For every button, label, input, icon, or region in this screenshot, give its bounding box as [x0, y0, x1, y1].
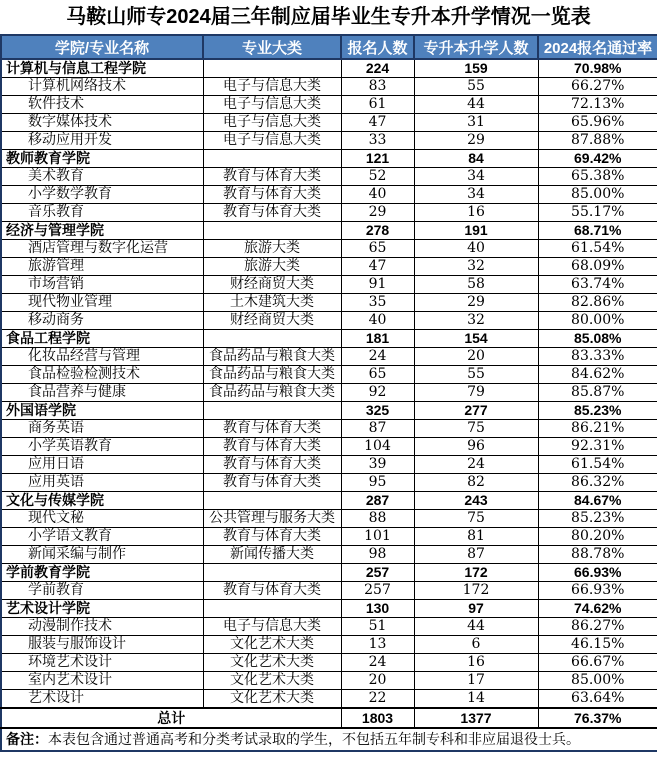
rate-cell: 88.78%: [538, 546, 657, 564]
name-cell: 现代文秘: [1, 510, 203, 528]
name-cell: 数字媒体技术: [1, 114, 203, 132]
applicants-cell: 47: [341, 114, 414, 132]
category-cell: [203, 150, 341, 168]
name-cell: 美术教育: [1, 168, 203, 186]
applicants-cell: 87: [341, 420, 414, 438]
admitted-cell: 154: [414, 330, 538, 348]
category-cell: [203, 600, 341, 618]
total-applicants: 1803: [341, 708, 414, 728]
applicants-cell: 92: [341, 384, 414, 402]
major-row: [1, 96, 657, 114]
applicants-cell: 61: [341, 96, 414, 114]
major-row: [1, 204, 657, 222]
rate-cell: 72.13%: [538, 96, 657, 114]
rate-cell: 61.54%: [538, 240, 657, 258]
rate-cell: 84.67%: [538, 492, 657, 510]
major-row: [1, 168, 657, 186]
rate-cell: 68.09%: [538, 258, 657, 276]
admitted-cell: 172: [414, 582, 538, 600]
rate-cell: 55.17%: [538, 204, 657, 222]
applicants-cell: 257: [341, 564, 414, 582]
category-cell: 新闻传播大类: [203, 546, 341, 564]
applicants-cell: 40: [341, 186, 414, 204]
major-row: [1, 384, 657, 402]
category-cell: [203, 222, 341, 240]
admitted-cell: 75: [414, 420, 538, 438]
name-cell: 现代物业管理: [1, 294, 203, 312]
category-cell: 教育与体育大类: [203, 582, 341, 600]
rate-cell: 85.87%: [538, 384, 657, 402]
name-cell: 外国语学院: [1, 402, 203, 420]
category-cell: 电子与信息大类: [203, 132, 341, 150]
applicants-cell: 101: [341, 528, 414, 546]
category-cell: 食品药品与粮食大类: [203, 366, 341, 384]
admitted-cell: 159: [414, 59, 538, 78]
name-cell: 化妆品经营与管理: [1, 348, 203, 366]
applicants-cell: 121: [341, 150, 414, 168]
applicants-cell: 39: [341, 456, 414, 474]
category-cell: 文化艺术大类: [203, 636, 341, 654]
college-row: [1, 330, 657, 348]
rate-cell: 87.88%: [538, 132, 657, 150]
admitted-cell: 81: [414, 528, 538, 546]
name-cell: 计算机网络技术: [1, 78, 203, 96]
table-footer: [1, 708, 657, 751]
major-row: [1, 690, 657, 709]
name-cell: 环境艺术设计: [1, 654, 203, 672]
category-cell: 电子与信息大类: [203, 96, 341, 114]
admitted-cell: 32: [414, 258, 538, 276]
admitted-cell: 16: [414, 204, 538, 222]
admitted-cell: 29: [414, 294, 538, 312]
header-major-category: 专业大类: [203, 35, 341, 59]
admitted-cell: 44: [414, 96, 538, 114]
category-cell: 教育与体育大类: [203, 474, 341, 492]
name-cell: 应用英语: [1, 474, 203, 492]
rate-cell: 61.54%: [538, 456, 657, 474]
note-cell: [1, 728, 657, 751]
rate-cell: 80.20%: [538, 528, 657, 546]
category-cell: 文化艺术大类: [203, 690, 341, 709]
rate-cell: 63.74%: [538, 276, 657, 294]
page-title: 马鞍山师专2024届三年制应届毕业生专升本升学情况一览表: [66, 6, 591, 28]
name-cell: 文化与传媒学院: [1, 492, 203, 510]
admitted-cell: 6: [414, 636, 538, 654]
applicants-cell: 98: [341, 546, 414, 564]
applicants-cell: 95: [341, 474, 414, 492]
name-cell: 小学英语教育: [1, 438, 203, 456]
applicants-cell: 47: [341, 258, 414, 276]
category-cell: 电子与信息大类: [203, 618, 341, 636]
category-cell: 土木建筑大类: [203, 294, 341, 312]
applicants-cell: 104: [341, 438, 414, 456]
applicants-cell: 40: [341, 312, 414, 330]
category-cell: 财经商贸大类: [203, 312, 341, 330]
rate-cell: 85.00%: [538, 672, 657, 690]
rate-cell: 86.32%: [538, 474, 657, 492]
rate-cell: 69.42%: [538, 150, 657, 168]
category-cell: 教育与体育大类: [203, 204, 341, 222]
name-cell: 经济与管理学院: [1, 222, 203, 240]
major-row: [1, 348, 657, 366]
applicants-cell: 13: [341, 636, 414, 654]
header-applicants: 报名人数: [341, 35, 414, 59]
header-admitted: 专升本升学人数: [414, 35, 538, 59]
name-cell: 艺术设计学院: [1, 600, 203, 618]
category-cell: 旅游大类: [203, 240, 341, 258]
college-row: [1, 402, 657, 420]
admitted-cell: 82: [414, 474, 538, 492]
admitted-cell: 79: [414, 384, 538, 402]
category-cell: 电子与信息大类: [203, 78, 341, 96]
category-cell: 文化艺术大类: [203, 672, 341, 690]
major-row: [1, 420, 657, 438]
applicants-cell: 224: [341, 59, 414, 78]
major-row: [1, 258, 657, 276]
admitted-cell: 84: [414, 150, 538, 168]
major-row: [1, 438, 657, 456]
major-row: [1, 582, 657, 600]
note-label: 备注：: [6, 731, 48, 747]
name-cell: 小学语文教育: [1, 528, 203, 546]
applicants-cell: 287: [341, 492, 414, 510]
admitted-cell: 20: [414, 348, 538, 366]
rate-cell: 65.38%: [538, 168, 657, 186]
admitted-cell: 58: [414, 276, 538, 294]
note-row: [1, 728, 657, 751]
admitted-cell: 44: [414, 618, 538, 636]
rate-cell: 86.21%: [538, 420, 657, 438]
total-admitted: 1377: [414, 708, 538, 728]
rate-cell: 85.08%: [538, 330, 657, 348]
category-cell: 教育与体育大类: [203, 168, 341, 186]
name-cell: 食品营养与健康: [1, 384, 203, 402]
major-row: [1, 312, 657, 330]
major-row: [1, 510, 657, 528]
college-row: [1, 222, 657, 240]
college-row: [1, 564, 657, 582]
name-cell: 音乐教育: [1, 204, 203, 222]
rate-cell: 66.67%: [538, 654, 657, 672]
admitted-cell: 96: [414, 438, 538, 456]
college-row: [1, 150, 657, 168]
total-row: [1, 708, 657, 728]
note-text: 本表包含通过普通高考和分类考试录取的学生，不包括五年制专科和非应届退役士兵。: [48, 732, 580, 748]
applicants-cell: 91: [341, 276, 414, 294]
applicants-cell: 24: [341, 348, 414, 366]
college-row: [1, 59, 657, 78]
rate-cell: 66.93%: [538, 564, 657, 582]
admitted-cell: 34: [414, 168, 538, 186]
category-cell: 教育与体育大类: [203, 438, 341, 456]
category-cell: [203, 330, 341, 348]
rate-cell: 86.27%: [538, 618, 657, 636]
name-cell: 学前教育学院: [1, 564, 203, 582]
admitted-cell: 14: [414, 690, 538, 709]
name-cell: 计算机与信息工程学院: [1, 59, 203, 78]
applicants-cell: 33: [341, 132, 414, 150]
major-row: [1, 672, 657, 690]
total-rate: 76.37%: [538, 708, 657, 728]
name-cell: 小学数学教育: [1, 186, 203, 204]
applicants-cell: 88: [341, 510, 414, 528]
admitted-cell: 97: [414, 600, 538, 618]
name-cell: 商务英语: [1, 420, 203, 438]
admitted-cell: 55: [414, 366, 538, 384]
major-row: [1, 636, 657, 654]
major-row: [1, 456, 657, 474]
admitted-cell: 24: [414, 456, 538, 474]
name-cell: 应用日语: [1, 456, 203, 474]
admitted-cell: 40: [414, 240, 538, 258]
applicants-cell: 65: [341, 240, 414, 258]
applicants-cell: 325: [341, 402, 414, 420]
header-row: [1, 35, 657, 59]
name-cell: 移动商务: [1, 312, 203, 330]
total-label: 总计: [1, 708, 341, 728]
major-row: [1, 474, 657, 492]
major-row: [1, 294, 657, 312]
applicants-cell: 35: [341, 294, 414, 312]
applicants-cell: 257: [341, 582, 414, 600]
admitted-cell: 16: [414, 654, 538, 672]
major-row: [1, 114, 657, 132]
college-row: [1, 600, 657, 618]
rate-cell: 92.31%: [538, 438, 657, 456]
rate-cell: 85.23%: [538, 510, 657, 528]
major-row: [1, 186, 657, 204]
admitted-cell: 172: [414, 564, 538, 582]
category-cell: [203, 564, 341, 582]
rate-cell: 74.62%: [538, 600, 657, 618]
rate-cell: 46.15%: [538, 636, 657, 654]
applicants-cell: 22: [341, 690, 414, 709]
name-cell: 软件技术: [1, 96, 203, 114]
name-cell: 服装与服饰设计: [1, 636, 203, 654]
name-cell: 动漫制作技术: [1, 618, 203, 636]
applicants-cell: 181: [341, 330, 414, 348]
name-cell: 新闻采编与制作: [1, 546, 203, 564]
college-row: [1, 492, 657, 510]
category-cell: 文化艺术大类: [203, 654, 341, 672]
rate-cell: 68.71%: [538, 222, 657, 240]
name-cell: 市场营销: [1, 276, 203, 294]
table-body: [1, 59, 657, 708]
name-cell: 移动应用开发: [1, 132, 203, 150]
admitted-cell: 32: [414, 312, 538, 330]
major-row: [1, 654, 657, 672]
category-cell: 食品药品与粮食大类: [203, 384, 341, 402]
enrollment-table: [0, 34, 657, 752]
major-row: [1, 276, 657, 294]
applicants-cell: 29: [341, 204, 414, 222]
category-cell: 电子与信息大类: [203, 114, 341, 132]
major-row: [1, 618, 657, 636]
name-cell: 室内艺术设计: [1, 672, 203, 690]
major-row: [1, 366, 657, 384]
name-cell: 教师教育学院: [1, 150, 203, 168]
applicants-cell: 20: [341, 672, 414, 690]
rate-cell: 66.93%: [538, 582, 657, 600]
header-college-major: 学院/专业名称: [1, 35, 203, 59]
major-row: [1, 546, 657, 564]
category-cell: 教育与体育大类: [203, 186, 341, 204]
name-cell: 酒店管理与数字化运营: [1, 240, 203, 258]
admitted-cell: 277: [414, 402, 538, 420]
admitted-cell: 17: [414, 672, 538, 690]
rate-cell: 85.00%: [538, 186, 657, 204]
admitted-cell: 75: [414, 510, 538, 528]
applicants-cell: 52: [341, 168, 414, 186]
rate-cell: 66.27%: [538, 78, 657, 96]
category-cell: 旅游大类: [203, 258, 341, 276]
name-cell: 食品工程学院: [1, 330, 203, 348]
category-cell: 公共管理与服务大类: [203, 510, 341, 528]
admitted-cell: 87: [414, 546, 538, 564]
table-header: [1, 35, 657, 59]
admitted-cell: 191: [414, 222, 538, 240]
major-row: [1, 78, 657, 96]
rate-cell: 63.64%: [538, 690, 657, 709]
applicants-cell: 65: [341, 366, 414, 384]
rate-cell: 82.86%: [538, 294, 657, 312]
category-cell: 教育与体育大类: [203, 456, 341, 474]
applicants-cell: 278: [341, 222, 414, 240]
rate-cell: 65.96%: [538, 114, 657, 132]
applicants-cell: 24: [341, 654, 414, 672]
admitted-cell: 55: [414, 78, 538, 96]
major-row: [1, 240, 657, 258]
rate-cell: 80.00%: [538, 312, 657, 330]
name-cell: 食品检验检测技术: [1, 366, 203, 384]
rate-cell: 70.98%: [538, 59, 657, 78]
applicants-cell: 51: [341, 618, 414, 636]
category-cell: [203, 59, 341, 78]
name-cell: 旅游管理: [1, 258, 203, 276]
category-cell: 教育与体育大类: [203, 420, 341, 438]
header-pass-rate: 2024报名通过率: [538, 35, 657, 59]
category-cell: [203, 492, 341, 510]
category-cell: 财经商贸大类: [203, 276, 341, 294]
admitted-cell: 34: [414, 186, 538, 204]
rate-cell: 83.33%: [538, 348, 657, 366]
category-cell: 食品药品与粮食大类: [203, 348, 341, 366]
admitted-cell: 243: [414, 492, 538, 510]
applicants-cell: 130: [341, 600, 414, 618]
category-cell: [203, 402, 341, 420]
name-cell: 学前教育: [1, 582, 203, 600]
category-cell: 教育与体育大类: [203, 528, 341, 546]
rate-cell: 84.62%: [538, 366, 657, 384]
admitted-cell: 31: [414, 114, 538, 132]
rate-cell: 85.23%: [538, 402, 657, 420]
applicants-cell: 83: [341, 78, 414, 96]
name-cell: 艺术设计: [1, 690, 203, 709]
major-row: [1, 528, 657, 546]
major-row: [1, 132, 657, 150]
admitted-cell: 29: [414, 132, 538, 150]
